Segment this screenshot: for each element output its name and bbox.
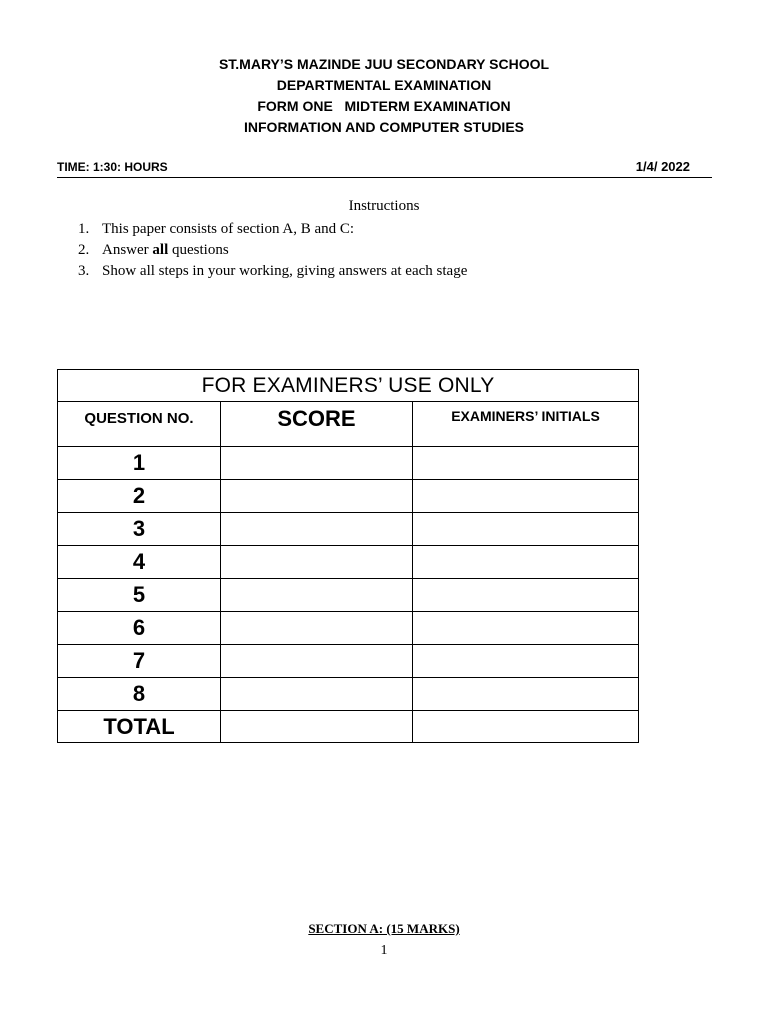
time-date-row bbox=[57, 158, 712, 178]
total-score-cell[interactable] bbox=[221, 711, 413, 743]
score-cell[interactable] bbox=[221, 678, 413, 711]
document-header bbox=[0, 54, 768, 138]
table-title: FOR EXAMINERS’ USE ONLY bbox=[58, 370, 639, 402]
header-question-no: QUESTION NO. bbox=[58, 402, 221, 447]
table-row bbox=[58, 579, 639, 612]
table-row bbox=[58, 645, 639, 678]
score-cell[interactable] bbox=[221, 447, 413, 480]
score-cell[interactable] bbox=[221, 480, 413, 513]
question-number-cell: 7 bbox=[58, 645, 221, 678]
instructions-list bbox=[78, 219, 467, 282]
table-row bbox=[58, 447, 639, 480]
instruction-item bbox=[78, 261, 467, 282]
initials-cell[interactable] bbox=[413, 645, 639, 678]
initials-cell[interactable] bbox=[413, 546, 639, 579]
initials-cell[interactable] bbox=[413, 480, 639, 513]
instruction-item bbox=[78, 240, 467, 261]
instruction-text: This paper consists of section A, B and C: bbox=[102, 221, 355, 237]
instructions-title: Instructions bbox=[348, 198, 420, 214]
instruction-number: 2. bbox=[78, 242, 90, 258]
question-number-cell: 1 bbox=[58, 447, 221, 480]
table-row bbox=[58, 678, 639, 711]
initials-cell[interactable] bbox=[413, 447, 639, 480]
instruction-number: 3. bbox=[78, 263, 90, 279]
total-label-cell: TOTAL bbox=[58, 711, 221, 743]
initials-cell[interactable] bbox=[413, 513, 639, 546]
score-cell[interactable] bbox=[221, 579, 413, 612]
score-cell[interactable] bbox=[221, 645, 413, 678]
school-name: ST.MARY’S MAZINDE JUU SECONDARY SCHOOL bbox=[218, 56, 550, 72]
header-examiners-initials: EXAMINERS’ INITIALS bbox=[413, 402, 639, 447]
table-row bbox=[58, 612, 639, 645]
instruction-text: Show all steps in your working, giving answers at each stage bbox=[102, 263, 468, 279]
initials-cell[interactable] bbox=[413, 579, 639, 612]
section-a-label: SECTION A: (15 MARKS) bbox=[308, 921, 460, 936]
header-score: SCORE bbox=[221, 402, 413, 447]
question-number-cell: 6 bbox=[58, 612, 221, 645]
score-cell[interactable] bbox=[221, 513, 413, 546]
subject-name: INFORMATION AND COMPUTER STUDIES bbox=[244, 119, 524, 135]
question-number-cell: 4 bbox=[58, 546, 221, 579]
initials-cell[interactable] bbox=[413, 678, 639, 711]
question-number-cell: 3 bbox=[58, 513, 221, 546]
score-cell[interactable] bbox=[221, 612, 413, 645]
question-number-cell: 2 bbox=[58, 480, 221, 513]
table-row bbox=[58, 480, 639, 513]
exam-name: FORM ONE MIDTERM EXAMINATION bbox=[257, 98, 511, 114]
exam-type: DEPARTMENTAL EXAMINATION bbox=[276, 77, 492, 93]
table-row bbox=[58, 546, 639, 579]
section-heading bbox=[0, 921, 768, 937]
score-cell[interactable] bbox=[221, 546, 413, 579]
total-row bbox=[58, 711, 639, 743]
total-initials-cell[interactable] bbox=[413, 711, 639, 743]
question-number-cell: 5 bbox=[58, 579, 221, 612]
instruction-text-before: Answer bbox=[102, 242, 153, 258]
table-row bbox=[58, 513, 639, 546]
question-number-cell: 8 bbox=[58, 678, 221, 711]
instruction-number: 1. bbox=[78, 221, 90, 237]
instruction-item bbox=[78, 219, 467, 240]
instruction-text-bold: all bbox=[152, 242, 169, 258]
exam-date: 1/4/ 2022 bbox=[635, 159, 690, 174]
examiners-score-table bbox=[57, 369, 639, 743]
initials-cell[interactable] bbox=[413, 612, 639, 645]
exam-time: TIME: 1:30: HOURS bbox=[57, 160, 168, 174]
page-number: 1 bbox=[380, 943, 388, 958]
instruction-text-after: questions bbox=[168, 242, 229, 258]
